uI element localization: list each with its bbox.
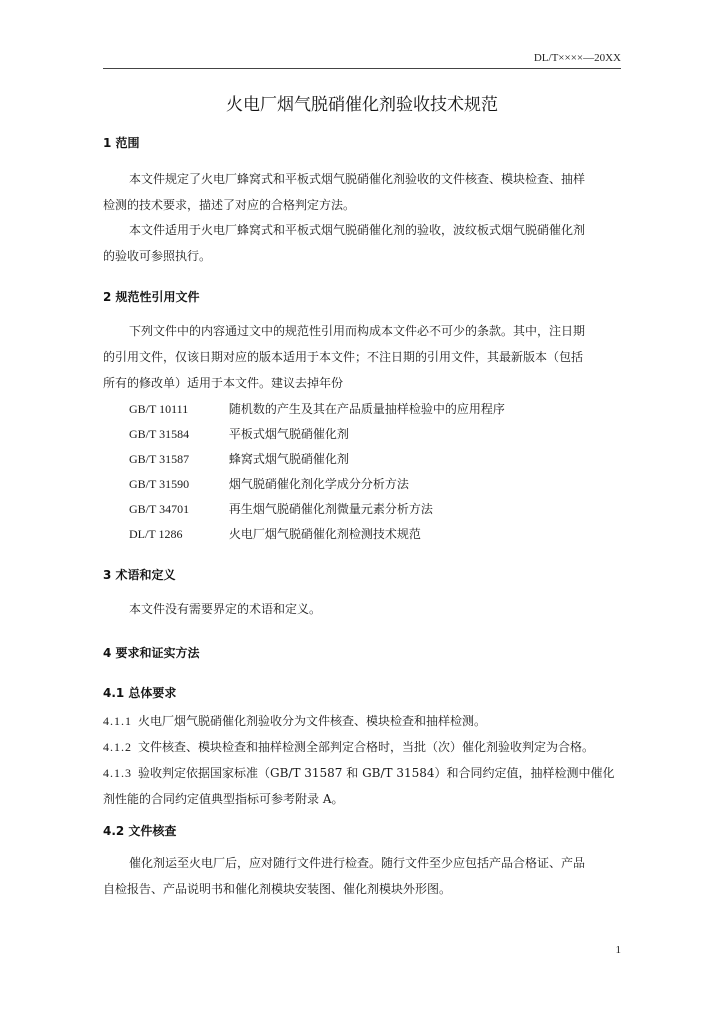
reference-item (129, 496, 433, 522)
document-code: DL/T××××—20XX (533, 52, 621, 64)
reference-title: 再生烟气脱硝催化剂微量元素分析方法 (228, 502, 433, 516)
page-title: 火电厂烟气脱硝催化剂验收技术规范 (226, 95, 498, 115)
clause-4-1-3: 4.1.3 验收判定依据国家标准（GB/T 31587 和 GB/T 31584）和合同约定值，抽样检测中催化 剂性能的合同约定值典型指标可参考附录 A。 (103, 766, 615, 806)
section-heading-terms: 3 术语和定义 (103, 568, 176, 582)
reference-item (129, 396, 505, 422)
clause-4-1-2: 4.1.2 文件核查、模块检查和抽样检测全部判定合格时，当批（次）催化剂验收判定为合格。 (103, 740, 595, 754)
reference-item (129, 421, 349, 447)
reference-item (129, 521, 421, 547)
section-heading-requirements: 4 要求和证实方法 (103, 646, 200, 660)
reference-title: 蜂窝式烟气脱硝催化剂 (228, 452, 349, 466)
reference-title: 烟气脱硝催化剂化学成分分析方法 (228, 477, 409, 491)
reference-code: DL/T 1286 (129, 527, 183, 541)
reference-code: GB/T 34701 (129, 502, 190, 516)
reference-code: GB/T 31587 (129, 452, 190, 466)
page-number: 1 (615, 944, 621, 956)
reference-item (129, 446, 349, 472)
reference-code: GB/T 31584 (129, 427, 190, 441)
reference-title: 随机数的产生及其在产品质量抽样检验中的应用程序 (228, 402, 505, 416)
reference-title: 火电厂烟气脱硝催化剂检测技术规范 (228, 527, 421, 541)
references-paragraph: 下列文件中的内容通过文中的规范性引用而构成本文件必不可少的条款。其中，注日期 的引用文件，仅该日期对应的版本适用于本文件；不注日期的引用文件，其最新版本（包括 所有的修改单）适用于本文件。建议去掉年份 (103, 324, 586, 390)
clause-4-1-1: 4.1.1 火电厂烟气脱硝催化剂验收分为文件核查、模块检查和抽样检测。 (103, 714, 487, 728)
section-heading-normative-references: 2 规范性引用文件 (103, 290, 200, 304)
reference-code: GB/T 31590 (129, 477, 190, 491)
subsection-heading-document-check: 4.2 文件核查 (103, 824, 177, 838)
reference-title: 平板式烟气脱硝催化剂 (228, 427, 349, 441)
header-rule (103, 68, 621, 69)
subsection-heading-general: 4.1 总体要求 (103, 686, 177, 700)
reference-item (129, 471, 409, 497)
reference-code: GB/T 10111 (129, 402, 189, 416)
terms-paragraph: 本文件没有需要界定的术语和定义。 (129, 602, 322, 616)
scope-paragraph-1: 本文件规定了火电厂蜂窝式和平板式烟气脱硝催化剂验收的文件核查、模块检查、抽样 检测的技术要求，描述了对应的合格判定方法。 (103, 172, 586, 212)
document-check-paragraph: 催化剂运至火电厂后，应对随行文件进行检查。随行文件至少应包括产品合格证、产品 自检报告、产品说明书和催化剂模块安装图、催化剂模块外形图。 (103, 856, 586, 896)
section-heading-scope: 1 范围 (103, 136, 140, 150)
scope-paragraph-2: 本文件适用于火电厂蜂窝式和平板式烟气脱硝催化剂的验收，波纹板式烟气脱硝催化剂 的验收可参照执行。 (103, 223, 586, 263)
